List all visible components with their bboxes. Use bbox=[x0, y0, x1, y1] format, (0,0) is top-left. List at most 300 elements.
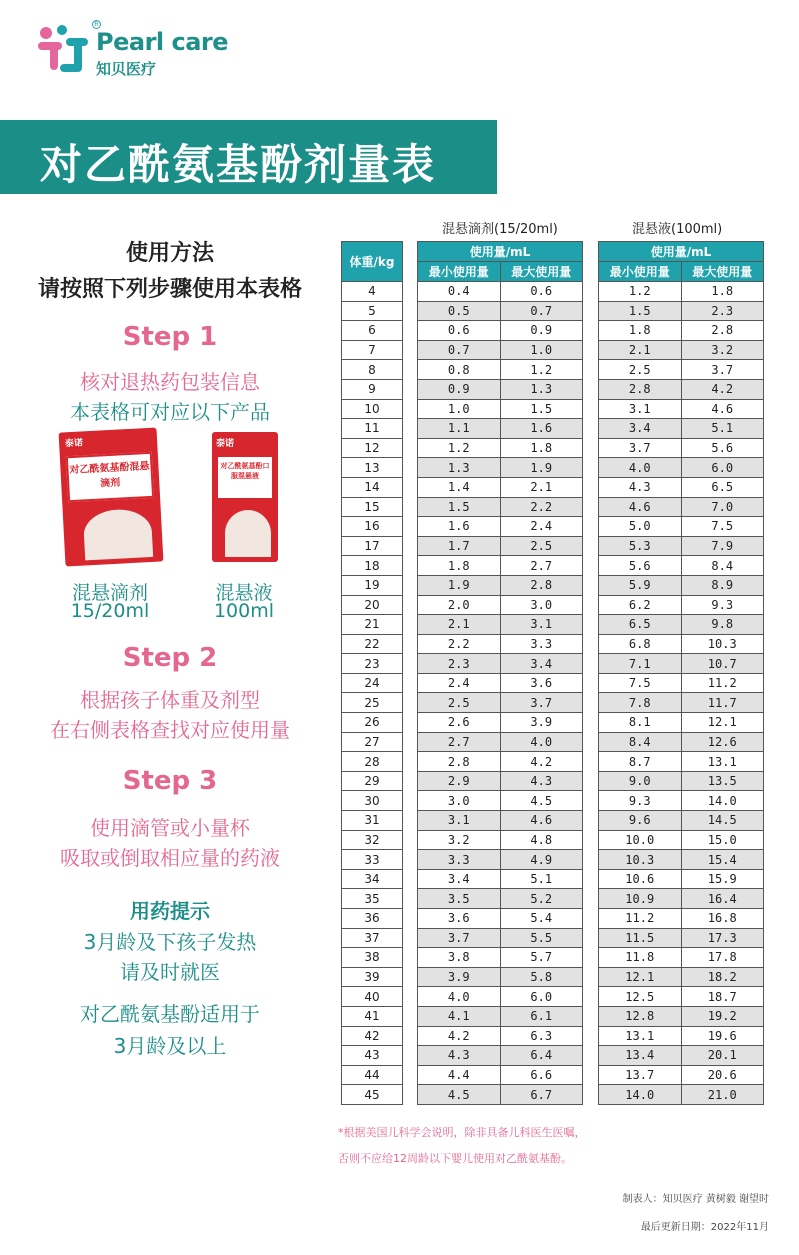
drops-max-cell: 1.5 bbox=[500, 399, 583, 419]
weight-cell: 29 bbox=[342, 771, 403, 791]
liquid-row bbox=[599, 1006, 764, 1026]
weight-cell: 34 bbox=[342, 869, 403, 889]
step1-line2: 本表格可对应以下产品 bbox=[70, 400, 270, 424]
liquid-row bbox=[599, 477, 764, 497]
drops-row bbox=[418, 360, 583, 380]
liquid-min-cell: 5.6 bbox=[599, 556, 682, 576]
weight-cell: 22 bbox=[342, 634, 403, 654]
drops-min-cell: 0.7 bbox=[418, 340, 501, 360]
weight-cell: 32 bbox=[342, 830, 403, 850]
weight-cell: 16 bbox=[342, 517, 403, 537]
liquid-row bbox=[599, 379, 764, 399]
drops-max-cell: 1.3 bbox=[500, 379, 583, 399]
liquid-max-cell: 20.1 bbox=[681, 1046, 764, 1066]
drops-max-cell: 0.9 bbox=[500, 321, 583, 341]
weight-row bbox=[342, 399, 403, 419]
weight-cell: 42 bbox=[342, 1026, 403, 1046]
liquid-max-cell: 3.7 bbox=[681, 360, 764, 380]
liquid-min-cell: 4.6 bbox=[599, 497, 682, 517]
drops-row bbox=[418, 615, 583, 635]
liquid-row bbox=[599, 360, 764, 380]
liquid-min-cell: 10.6 bbox=[599, 869, 682, 889]
weight-cell: 33 bbox=[342, 850, 403, 870]
product-liquid-volume: 100ml bbox=[213, 600, 275, 622]
weight-cell: 28 bbox=[342, 752, 403, 772]
liquid-min-cell: 7.5 bbox=[599, 673, 682, 693]
drops-max-cell: 0.7 bbox=[500, 301, 583, 321]
drops-min-cell: 4.5 bbox=[418, 1085, 501, 1105]
liquid-row bbox=[599, 771, 764, 791]
drops-max-cell: 4.9 bbox=[500, 850, 583, 870]
drops-row bbox=[418, 1046, 583, 1066]
liquid-max-cell: 6.0 bbox=[681, 458, 764, 478]
liquid-min-header: 最小使用量 bbox=[599, 262, 682, 282]
liquid-row bbox=[599, 889, 764, 909]
liquid-row bbox=[599, 928, 764, 948]
liquid-row bbox=[599, 673, 764, 693]
drops-row bbox=[418, 967, 583, 987]
weight-cell: 9 bbox=[342, 379, 403, 399]
liquid-min-cell: 11.2 bbox=[599, 909, 682, 929]
drops-row bbox=[418, 811, 583, 831]
liquid-min-cell: 12.8 bbox=[599, 1006, 682, 1026]
liquid-min-cell: 2.1 bbox=[599, 340, 682, 360]
product-drops-image bbox=[59, 428, 164, 567]
weight-cell: 43 bbox=[342, 1046, 403, 1066]
drops-row bbox=[418, 419, 583, 439]
weight-row bbox=[342, 830, 403, 850]
weight-row bbox=[342, 1026, 403, 1046]
liquid-row bbox=[599, 399, 764, 419]
weight-cell: 5 bbox=[342, 301, 403, 321]
drops-max-cell: 4.8 bbox=[500, 830, 583, 850]
drops-min-cell: 1.1 bbox=[418, 419, 501, 439]
liquid-max-cell: 13.5 bbox=[681, 771, 764, 791]
weight-row bbox=[342, 811, 403, 831]
drops-max-cell: 2.4 bbox=[500, 517, 583, 537]
liquid-min-cell: 13.4 bbox=[599, 1046, 682, 1066]
weight-row bbox=[342, 752, 403, 772]
liquid-max-cell: 9.3 bbox=[681, 595, 764, 615]
drops-row bbox=[418, 321, 583, 341]
liquid-min-cell: 6.5 bbox=[599, 615, 682, 635]
drops-row bbox=[418, 282, 583, 302]
drops-min-cell: 3.6 bbox=[418, 909, 501, 929]
drops-max-cell: 6.0 bbox=[500, 987, 583, 1007]
weight-row bbox=[342, 850, 403, 870]
drops-min-cell: 3.1 bbox=[418, 811, 501, 831]
drops-max-cell: 2.5 bbox=[500, 536, 583, 556]
product-drops-brand: 泰诺 bbox=[64, 438, 84, 450]
drops-row bbox=[418, 575, 583, 595]
liquid-max-cell: 2.8 bbox=[681, 321, 764, 341]
step2-label: Step 2 bbox=[122, 643, 218, 673]
liquid-max-cell: 7.0 bbox=[681, 497, 764, 517]
usage-subtitle: 请按照下列步骤使用本表格 bbox=[37, 277, 302, 302]
liquid-max-cell: 10.3 bbox=[681, 634, 764, 654]
drops-min-cell: 1.8 bbox=[418, 556, 501, 576]
liquid-row bbox=[599, 1046, 764, 1066]
liquid-row bbox=[599, 517, 764, 537]
liquid-max-cell: 5.6 bbox=[681, 438, 764, 458]
drops-row bbox=[418, 673, 583, 693]
drops-table-title: 混悬滴剂(15/20ml) bbox=[442, 222, 558, 237]
liquid-min-cell: 10.3 bbox=[599, 850, 682, 870]
weight-cell: 15 bbox=[342, 497, 403, 517]
drops-row bbox=[418, 987, 583, 1007]
liquid-max-cell: 7.9 bbox=[681, 536, 764, 556]
liquid-min-cell: 13.1 bbox=[599, 1026, 682, 1046]
liquid-max-cell: 17.8 bbox=[681, 948, 764, 968]
drops-row bbox=[418, 830, 583, 850]
drops-max-cell: 2.1 bbox=[500, 477, 583, 497]
weight-row bbox=[342, 1065, 403, 1085]
liquid-min-cell: 6.8 bbox=[599, 634, 682, 654]
tips-line4: 3月龄及以上 bbox=[113, 1034, 227, 1058]
liquid-row bbox=[599, 282, 764, 302]
liquid-max-cell: 7.5 bbox=[681, 517, 764, 537]
drops-min-cell: 3.4 bbox=[418, 869, 501, 889]
weight-row bbox=[342, 556, 403, 576]
liquid-row bbox=[599, 732, 764, 752]
liquid-row bbox=[599, 967, 764, 987]
liquid-min-cell: 2.8 bbox=[599, 379, 682, 399]
weight-cell: 11 bbox=[342, 419, 403, 439]
drops-row bbox=[418, 536, 583, 556]
liquid-row bbox=[599, 536, 764, 556]
liquid-min-cell: 12.1 bbox=[599, 967, 682, 987]
drops-row bbox=[418, 791, 583, 811]
liquid-max-cell: 11.7 bbox=[681, 693, 764, 713]
drops-min-cell: 2.5 bbox=[418, 693, 501, 713]
weight-row bbox=[342, 869, 403, 889]
liquid-max-cell: 18.2 bbox=[681, 967, 764, 987]
liquid-max-cell: 1.8 bbox=[681, 282, 764, 302]
drops-row bbox=[418, 1065, 583, 1085]
drops-min-cell: 0.4 bbox=[418, 282, 501, 302]
drops-max-cell: 3.3 bbox=[500, 634, 583, 654]
drops-min-cell: 4.1 bbox=[418, 1006, 501, 1026]
liquid-max-cell: 15.0 bbox=[681, 830, 764, 850]
weight-cell: 30 bbox=[342, 791, 403, 811]
weight-row bbox=[342, 967, 403, 987]
weight-cell: 24 bbox=[342, 673, 403, 693]
weight-row bbox=[342, 360, 403, 380]
drops-min-cell: 1.5 bbox=[418, 497, 501, 517]
liquid-min-cell: 5.3 bbox=[599, 536, 682, 556]
liquid-row bbox=[599, 948, 764, 968]
weight-row bbox=[342, 340, 403, 360]
weight-cell: 38 bbox=[342, 948, 403, 968]
drops-max-cell: 2.7 bbox=[500, 556, 583, 576]
weight-cell: 35 bbox=[342, 889, 403, 909]
liquid-row bbox=[599, 321, 764, 341]
drops-min-cell: 3.7 bbox=[418, 928, 501, 948]
weight-row bbox=[342, 987, 403, 1007]
liquid-row bbox=[599, 830, 764, 850]
liquid-min-cell: 7.1 bbox=[599, 654, 682, 674]
drops-min-cell: 2.7 bbox=[418, 732, 501, 752]
liquid-row bbox=[599, 654, 764, 674]
drops-max-cell: 0.6 bbox=[500, 282, 583, 302]
weight-row bbox=[342, 575, 403, 595]
drops-max-cell: 2.8 bbox=[500, 575, 583, 595]
weight-row bbox=[342, 791, 403, 811]
liquid-row bbox=[599, 301, 764, 321]
liquid-row bbox=[599, 340, 764, 360]
liquid-max-cell: 20.6 bbox=[681, 1065, 764, 1085]
drops-row bbox=[418, 869, 583, 889]
drops-row bbox=[418, 1026, 583, 1046]
weight-cell: 44 bbox=[342, 1065, 403, 1085]
liquid-row bbox=[599, 713, 764, 733]
liquid-max-cell: 21.0 bbox=[681, 1085, 764, 1105]
weight-cell: 41 bbox=[342, 1006, 403, 1026]
drops-max-cell: 6.7 bbox=[500, 1085, 583, 1105]
liquid-max-header: 最大使用量 bbox=[681, 262, 764, 282]
drops-min-cell: 4.4 bbox=[418, 1065, 501, 1085]
liquid-row bbox=[599, 438, 764, 458]
liquid-max-cell: 12.6 bbox=[681, 732, 764, 752]
drops-min-cell: 2.4 bbox=[418, 673, 501, 693]
product-drops-volume: 15/20ml bbox=[70, 600, 150, 622]
liquid-max-cell: 16.4 bbox=[681, 889, 764, 909]
drops-row bbox=[418, 1085, 583, 1105]
drops-row bbox=[418, 732, 583, 752]
drops-max-cell: 2.2 bbox=[500, 497, 583, 517]
weight-cell: 18 bbox=[342, 556, 403, 576]
weight-row bbox=[342, 634, 403, 654]
weight-cell: 23 bbox=[342, 654, 403, 674]
drops-row bbox=[418, 517, 583, 537]
liquid-row bbox=[599, 595, 764, 615]
weight-cell: 39 bbox=[342, 967, 403, 987]
liquid-min-cell: 8.1 bbox=[599, 713, 682, 733]
liquid-min-cell: 9.6 bbox=[599, 811, 682, 831]
liquid-min-cell: 7.8 bbox=[599, 693, 682, 713]
drops-min-cell: 1.3 bbox=[418, 458, 501, 478]
page-title: 对乙酰氨基酚剂量表 bbox=[40, 140, 437, 189]
weight-cell: 27 bbox=[342, 732, 403, 752]
liquid-row bbox=[599, 556, 764, 576]
drops-row bbox=[418, 713, 583, 733]
weight-row bbox=[342, 438, 403, 458]
weight-cell: 20 bbox=[342, 595, 403, 615]
drops-row bbox=[418, 399, 583, 419]
drops-row bbox=[418, 889, 583, 909]
drops-row bbox=[418, 379, 583, 399]
liquid-min-cell: 5.0 bbox=[599, 517, 682, 537]
drops-row bbox=[418, 909, 583, 929]
liquid-min-cell: 1.8 bbox=[599, 321, 682, 341]
drops-max-header: 最大使用量 bbox=[500, 262, 583, 282]
weight-row bbox=[342, 419, 403, 439]
weight-row bbox=[342, 301, 403, 321]
weight-row bbox=[342, 615, 403, 635]
logo-name-en: Pearl care bbox=[96, 28, 229, 56]
weight-cell: 40 bbox=[342, 987, 403, 1007]
logo-mark-icon bbox=[36, 24, 92, 76]
weight-cell: 7 bbox=[342, 340, 403, 360]
liquid-max-cell: 14.5 bbox=[681, 811, 764, 831]
weight-row bbox=[342, 282, 403, 302]
step3-label: Step 3 bbox=[122, 766, 218, 796]
step1-line1: 核对退热药包装信息 bbox=[80, 370, 260, 394]
drops-row bbox=[418, 654, 583, 674]
liquid-min-cell: 10.9 bbox=[599, 889, 682, 909]
liquid-row bbox=[599, 1026, 764, 1046]
product-liquid-image bbox=[212, 432, 278, 562]
step3-line1: 使用滴管或小量杯 bbox=[90, 816, 250, 840]
weight-row bbox=[342, 1085, 403, 1105]
logo-name-cn: 知贝医疗 bbox=[96, 60, 157, 78]
liquid-max-cell: 17.3 bbox=[681, 928, 764, 948]
drops-min-cell: 0.8 bbox=[418, 360, 501, 380]
weight-row bbox=[342, 732, 403, 752]
liquid-min-cell: 6.2 bbox=[599, 595, 682, 615]
liquid-row bbox=[599, 909, 764, 929]
drops-min-cell: 2.1 bbox=[418, 615, 501, 635]
product-drops-label: 混悬滴剂 bbox=[71, 582, 148, 604]
drops-max-cell: 1.0 bbox=[500, 340, 583, 360]
liquid-min-cell: 5.9 bbox=[599, 575, 682, 595]
liquid-max-cell: 15.4 bbox=[681, 850, 764, 870]
liquid-table-title: 混悬液(100ml) bbox=[632, 222, 723, 237]
drops-row bbox=[418, 1006, 583, 1026]
liquid-usage-header: 使用量/mL bbox=[599, 242, 764, 262]
footnote-line1: *根据美国儿科学会说明，除非具备儿科医生医嘱， bbox=[338, 1126, 586, 1139]
drops-min-cell: 1.0 bbox=[418, 399, 501, 419]
usage-title: 使用方法 bbox=[125, 241, 214, 266]
weight-row bbox=[342, 654, 403, 674]
weight-cell: 26 bbox=[342, 713, 403, 733]
drops-row bbox=[418, 477, 583, 497]
liquid-row bbox=[599, 419, 764, 439]
liquid-max-cell: 2.3 bbox=[681, 301, 764, 321]
product-drops-name: 对乙酰氨基酚混悬滴剂 bbox=[69, 461, 150, 491]
liquid-row bbox=[599, 791, 764, 811]
drops-max-cell: 5.8 bbox=[500, 967, 583, 987]
weight-row bbox=[342, 595, 403, 615]
weight-cell: 45 bbox=[342, 1085, 403, 1105]
drops-min-cell: 1.9 bbox=[418, 575, 501, 595]
drops-max-cell: 4.0 bbox=[500, 732, 583, 752]
drops-max-cell: 1.6 bbox=[500, 419, 583, 439]
drops-min-cell: 2.6 bbox=[418, 713, 501, 733]
drops-max-cell: 6.6 bbox=[500, 1065, 583, 1085]
drops-max-cell: 1.2 bbox=[500, 360, 583, 380]
liquid-max-cell: 18.7 bbox=[681, 987, 764, 1007]
step3-line2: 吸取或倒取相应量的药液 bbox=[60, 846, 280, 870]
weight-cell: 13 bbox=[342, 458, 403, 478]
drops-min-cell: 2.2 bbox=[418, 634, 501, 654]
drops-row bbox=[418, 556, 583, 576]
liquid-max-cell: 11.2 bbox=[681, 673, 764, 693]
drops-row bbox=[418, 752, 583, 772]
liquid-min-cell: 4.0 bbox=[599, 458, 682, 478]
drops-min-cell: 2.0 bbox=[418, 595, 501, 615]
weight-row bbox=[342, 928, 403, 948]
drops-row bbox=[418, 438, 583, 458]
drops-usage-header: 使用量/mL bbox=[418, 242, 583, 262]
weight-cell: 4 bbox=[342, 282, 403, 302]
liquid-max-cell: 19.6 bbox=[681, 1026, 764, 1046]
product-liquid-name: 对乙酰氨基酚口服混悬液 bbox=[220, 461, 270, 480]
liquid-row bbox=[599, 458, 764, 478]
weight-cell: 19 bbox=[342, 575, 403, 595]
liquid-row bbox=[599, 615, 764, 635]
liquid-row bbox=[599, 1085, 764, 1105]
drops-max-cell: 1.9 bbox=[500, 458, 583, 478]
weight-row bbox=[342, 693, 403, 713]
drops-max-cell: 4.3 bbox=[500, 771, 583, 791]
liquid-dosage-table bbox=[598, 241, 764, 1105]
liquid-min-cell: 13.7 bbox=[599, 1065, 682, 1085]
liquid-min-cell: 1.5 bbox=[599, 301, 682, 321]
drops-min-cell: 2.9 bbox=[418, 771, 501, 791]
drops-max-cell: 1.8 bbox=[500, 438, 583, 458]
drops-min-header: 最小使用量 bbox=[418, 262, 501, 282]
liquid-min-cell: 14.0 bbox=[599, 1085, 682, 1105]
drops-min-cell: 0.9 bbox=[418, 379, 501, 399]
liquid-row bbox=[599, 752, 764, 772]
drops-max-cell: 6.4 bbox=[500, 1046, 583, 1066]
tips-line3: 对乙酰氨基酚适用于 bbox=[80, 1002, 260, 1026]
weight-cell: 25 bbox=[342, 693, 403, 713]
liquid-row bbox=[599, 811, 764, 831]
weight-row bbox=[342, 771, 403, 791]
weight-cell: 8 bbox=[342, 360, 403, 380]
weight-cell: 6 bbox=[342, 321, 403, 341]
drops-max-cell: 4.5 bbox=[500, 791, 583, 811]
weight-row bbox=[342, 379, 403, 399]
weight-header: 体重/kg bbox=[342, 242, 403, 282]
drops-max-cell: 5.1 bbox=[500, 869, 583, 889]
tips-line2: 请及时就医 bbox=[120, 960, 220, 984]
drops-max-cell: 5.5 bbox=[500, 928, 583, 948]
liquid-max-cell: 9.8 bbox=[681, 615, 764, 635]
product-liquid-brand: 泰诺 bbox=[215, 438, 234, 449]
drops-row bbox=[418, 693, 583, 713]
drops-max-cell: 4.6 bbox=[500, 811, 583, 831]
liquid-max-cell: 12.1 bbox=[681, 713, 764, 733]
liquid-max-cell: 5.1 bbox=[681, 419, 764, 439]
drops-max-cell: 3.9 bbox=[500, 713, 583, 733]
weight-row bbox=[342, 713, 403, 733]
step2-line1: 根据孩子体重及剂型 bbox=[80, 688, 260, 712]
weight-row bbox=[342, 673, 403, 693]
product-liquid-label: 混悬液 bbox=[215, 582, 273, 604]
weight-cell: 12 bbox=[342, 438, 403, 458]
weight-table bbox=[341, 241, 403, 1105]
drops-max-cell: 4.2 bbox=[500, 752, 583, 772]
liquid-row bbox=[599, 693, 764, 713]
drops-row bbox=[418, 458, 583, 478]
liquid-min-cell: 9.3 bbox=[599, 791, 682, 811]
drops-row bbox=[418, 928, 583, 948]
weight-row bbox=[342, 497, 403, 517]
liquid-min-cell: 8.7 bbox=[599, 752, 682, 772]
drops-max-cell: 3.7 bbox=[500, 693, 583, 713]
drops-row bbox=[418, 634, 583, 654]
liquid-max-cell: 6.5 bbox=[681, 477, 764, 497]
drops-max-cell: 5.2 bbox=[500, 889, 583, 909]
drops-max-cell: 3.6 bbox=[500, 673, 583, 693]
weight-cell: 31 bbox=[342, 811, 403, 831]
last-updated: 最后更新日期：2022年11月 bbox=[640, 1222, 769, 1233]
drops-min-cell: 1.7 bbox=[418, 536, 501, 556]
drops-max-cell: 3.0 bbox=[500, 595, 583, 615]
